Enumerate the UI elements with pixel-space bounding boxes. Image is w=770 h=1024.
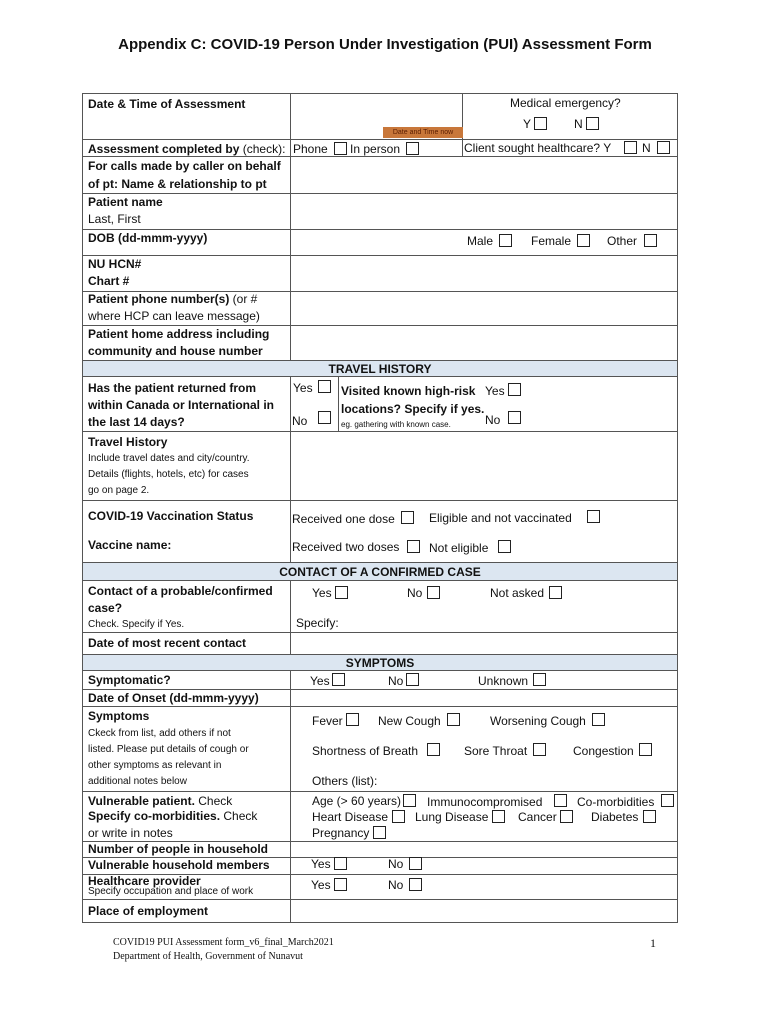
not-eligible-checkbox[interactable] [498,540,511,553]
new-cough-checkbox[interactable] [447,713,460,726]
one-dose-checkbox[interactable] [401,511,414,524]
contact-specify-label: Specify: [296,616,339,630]
vulnerable-household-no-label: No [388,857,404,871]
worsening-cough-label: Worsening Cough [490,714,586,728]
sore-throat-label: Sore Throat [464,744,528,758]
vulnerable-patient-label: Vulnerable patient. Check [88,794,233,808]
nu-hcn-label: NU HCN# [88,257,142,271]
symptomatic-no-label: No [388,674,404,688]
travel-hint-3: go on page 2. [88,485,150,496]
returned-label-2: within Canada or International in [88,398,275,412]
in-person-label: In person [350,142,401,156]
healthcare-provider-yes-checkbox[interactable] [334,878,347,891]
returned-no-checkbox[interactable] [318,411,331,424]
symptomatic-yes-checkbox[interactable] [332,673,345,686]
others-list-label: Others (list): [312,774,378,788]
diabetes-label: Diabetes [591,810,639,824]
calls-behalf-label-1: For calls made by caller on behalf [88,159,281,173]
write-in-notes-label: or write in notes [88,826,173,840]
congestion-label: Congestion [573,744,634,758]
travel-hint-1: Include travel dates and city/country. [88,453,250,464]
symptoms-hint-2: listed. Please put details of cough or [88,744,249,755]
returned-no-label: No [292,414,308,428]
fever-label: Fever [312,714,343,728]
eligible-not-vaccinated-checkbox[interactable] [587,510,600,523]
visited-no-checkbox[interactable] [508,411,521,424]
visited-label-1: Visited known high-risk [341,384,476,398]
lung-disease-checkbox[interactable] [492,810,505,823]
not-asked-label: Not asked [490,586,545,600]
lung-disease-label: Lung Disease [415,810,489,824]
congestion-checkbox[interactable] [639,743,652,756]
immunocompromised-checkbox[interactable] [554,794,567,807]
medical-emergency-yes-checkbox[interactable] [534,117,547,130]
page-number: 1 [650,936,656,950]
age-label: Age (> 60 years) [312,794,402,808]
returned-yes-label: Yes [293,381,313,395]
new-cough-label: New Cough [378,714,441,728]
address-label-2: community and house number [88,344,263,358]
contact-yes-label: Yes [312,586,332,600]
recent-contact-label: Date of most recent contact [88,636,247,650]
vaccine-name-label: Vaccine name: [88,538,172,552]
visited-example: eg. gathering with known case. [341,420,451,429]
shortness-of-breath-checkbox[interactable] [427,743,440,756]
date-time-stamp[interactable]: Date and Time now [383,127,463,138]
not-asked-checkbox[interactable] [549,586,562,599]
last-first-hint: Last, First [88,212,141,226]
female-checkbox[interactable] [577,234,590,247]
immunocompromised-label: Immunocompromised [427,795,543,809]
contact-no-checkbox[interactable] [427,586,440,599]
symptoms-hint-1: Ckeck from list, add others if not [88,728,231,739]
pregnancy-checkbox[interactable] [373,826,386,839]
visited-no-label: No [485,413,501,427]
vulnerable-household-label: Vulnerable household members [88,858,270,872]
other-gender-checkbox[interactable] [644,234,657,247]
eligible-not-vaccinated-label: Eligible and not vaccinated [429,511,572,525]
household-number-label: Number of people in household [88,842,268,856]
date-time-label: Date & Time of Assessment [88,97,246,111]
address-label-1: Patient home address including [88,327,270,341]
patient-phone-label: Patient phone number(s) (or # [88,292,258,306]
symptomatic-yes-label: Yes [310,674,330,688]
worsening-cough-checkbox[interactable] [592,713,605,726]
comorbidities-checkbox[interactable] [661,794,674,807]
pregnancy-label: Pregnancy [312,826,370,840]
visited-yes-checkbox[interactable] [508,383,521,396]
sore-throat-checkbox[interactable] [533,743,546,756]
calls-behalf-label-2: of pt: Name & relationship to pt [88,177,267,191]
contact-header: CONTACT OF A CONFIRMED CASE [279,565,481,579]
medical-emergency-no-checkbox[interactable] [586,117,599,130]
fever-checkbox[interactable] [346,713,359,726]
in-person-checkbox[interactable] [406,142,419,155]
heart-disease-checkbox[interactable] [392,810,405,823]
comorbidities-label: Specify co-morbidities. Check [88,809,258,823]
footer-form-id: COVID19 PUI Assessment form_v6_final_March2021 [113,937,334,948]
dob-label: DOB (dd-mmm-yyyy) [88,231,208,245]
visited-label-2: locations? Specify if yes. [341,402,485,416]
contact-question-2: case? [88,601,123,615]
visited-yes-label: Yes [485,384,505,398]
contact-no-label: No [407,586,423,600]
male-checkbox[interactable] [499,234,512,247]
patient-phone-label-2: where HCP can leave message) [88,309,260,323]
travel-history-label: Travel History [88,435,168,449]
symptomatic-no-checkbox[interactable] [406,673,419,686]
page-title: Appendix C: COVID-19 Person Under Investigation (PUI) Assessment Form [118,36,652,53]
contact-question-1: Contact of a probable/confirmed [88,584,273,598]
footer-department: Department of Health, Government of Nunavut [113,951,303,962]
vulnerable-household-yes-checkbox[interactable] [334,857,347,870]
completed-by-label: Assessment completed by (check): [88,142,286,156]
symptoms-label: Symptoms [88,709,150,723]
cancer-checkbox[interactable] [560,810,573,823]
vaccination-status-label: COVID-19 Vaccination Status [88,509,254,523]
healthcare-provider-hint: Specify occupation and place of work [88,886,254,897]
vulnerable-household-no-checkbox[interactable] [409,857,422,870]
two-doses-checkbox[interactable] [407,540,420,553]
healthcare-provider-no-label: No [388,878,404,892]
diabetes-checkbox[interactable] [643,810,656,823]
patient-name-label: Patient name [88,195,163,209]
returned-yes-checkbox[interactable] [318,380,331,393]
travel-history-header: TRAVEL HISTORY [328,362,432,376]
symptomatic-unknown-label: Unknown [478,674,529,688]
medical-emergency-n-label: N [574,117,583,131]
symptoms-hint-4: additional notes below [88,776,187,787]
healthcare-provider-no-checkbox[interactable] [409,878,422,891]
heart-disease-label: Heart Disease [312,810,389,824]
not-eligible-label: Not eligible [429,541,489,555]
comorbidities-option-label: Co-morbidities [577,795,655,809]
vulnerable-household-yes-label: Yes [311,857,331,871]
male-label: Male [467,234,494,248]
symptomatic-unknown-checkbox[interactable] [533,673,546,686]
symptoms-header: SYMPTOMS [345,656,415,670]
onset-date-label: Date of Onset (dd-mmm-yyyy) [88,691,259,705]
medical-emergency-y-label: Y [523,117,532,131]
returned-label-3: the last 14 days? [88,415,185,429]
phone-checkbox[interactable] [334,142,347,155]
contact-yes-checkbox[interactable] [335,586,348,599]
client-sought-label: Client sought healthcare? Y [464,141,612,155]
contact-hint: Check. Specify if Yes. [88,619,185,630]
healthcare-provider-label: Healthcare provider [88,874,201,888]
returned-label-1: Has the patient returned from [88,381,257,395]
travel-hint-2: Details (flights, hotels, etc) for cases [88,469,249,480]
chart-label: Chart # [88,274,130,288]
two-doses-label: Received two doses [292,540,400,554]
assessment-form-table [82,93,678,923]
phone-label: Phone [293,142,328,156]
client-sought-yes-checkbox[interactable] [624,141,637,154]
cancer-label: Cancer [518,810,557,824]
one-dose-label: Received one dose [292,512,395,526]
symptoms-hint-3: other symptoms as relevant in [88,760,222,771]
place-of-employment-label: Place of employment [88,904,209,918]
age-checkbox[interactable] [403,794,416,807]
medical-emergency-label: Medical emergency? [510,96,621,110]
client-sought-n-label: N [642,141,651,155]
female-label: Female [531,234,572,248]
client-sought-no-checkbox[interactable] [657,141,670,154]
symptomatic-label: Symptomatic? [88,673,171,687]
healthcare-provider-yes-label: Yes [311,878,331,892]
shortness-of-breath-label: Shortness of Breath [312,744,419,758]
other-gender-label: Other [607,234,638,248]
